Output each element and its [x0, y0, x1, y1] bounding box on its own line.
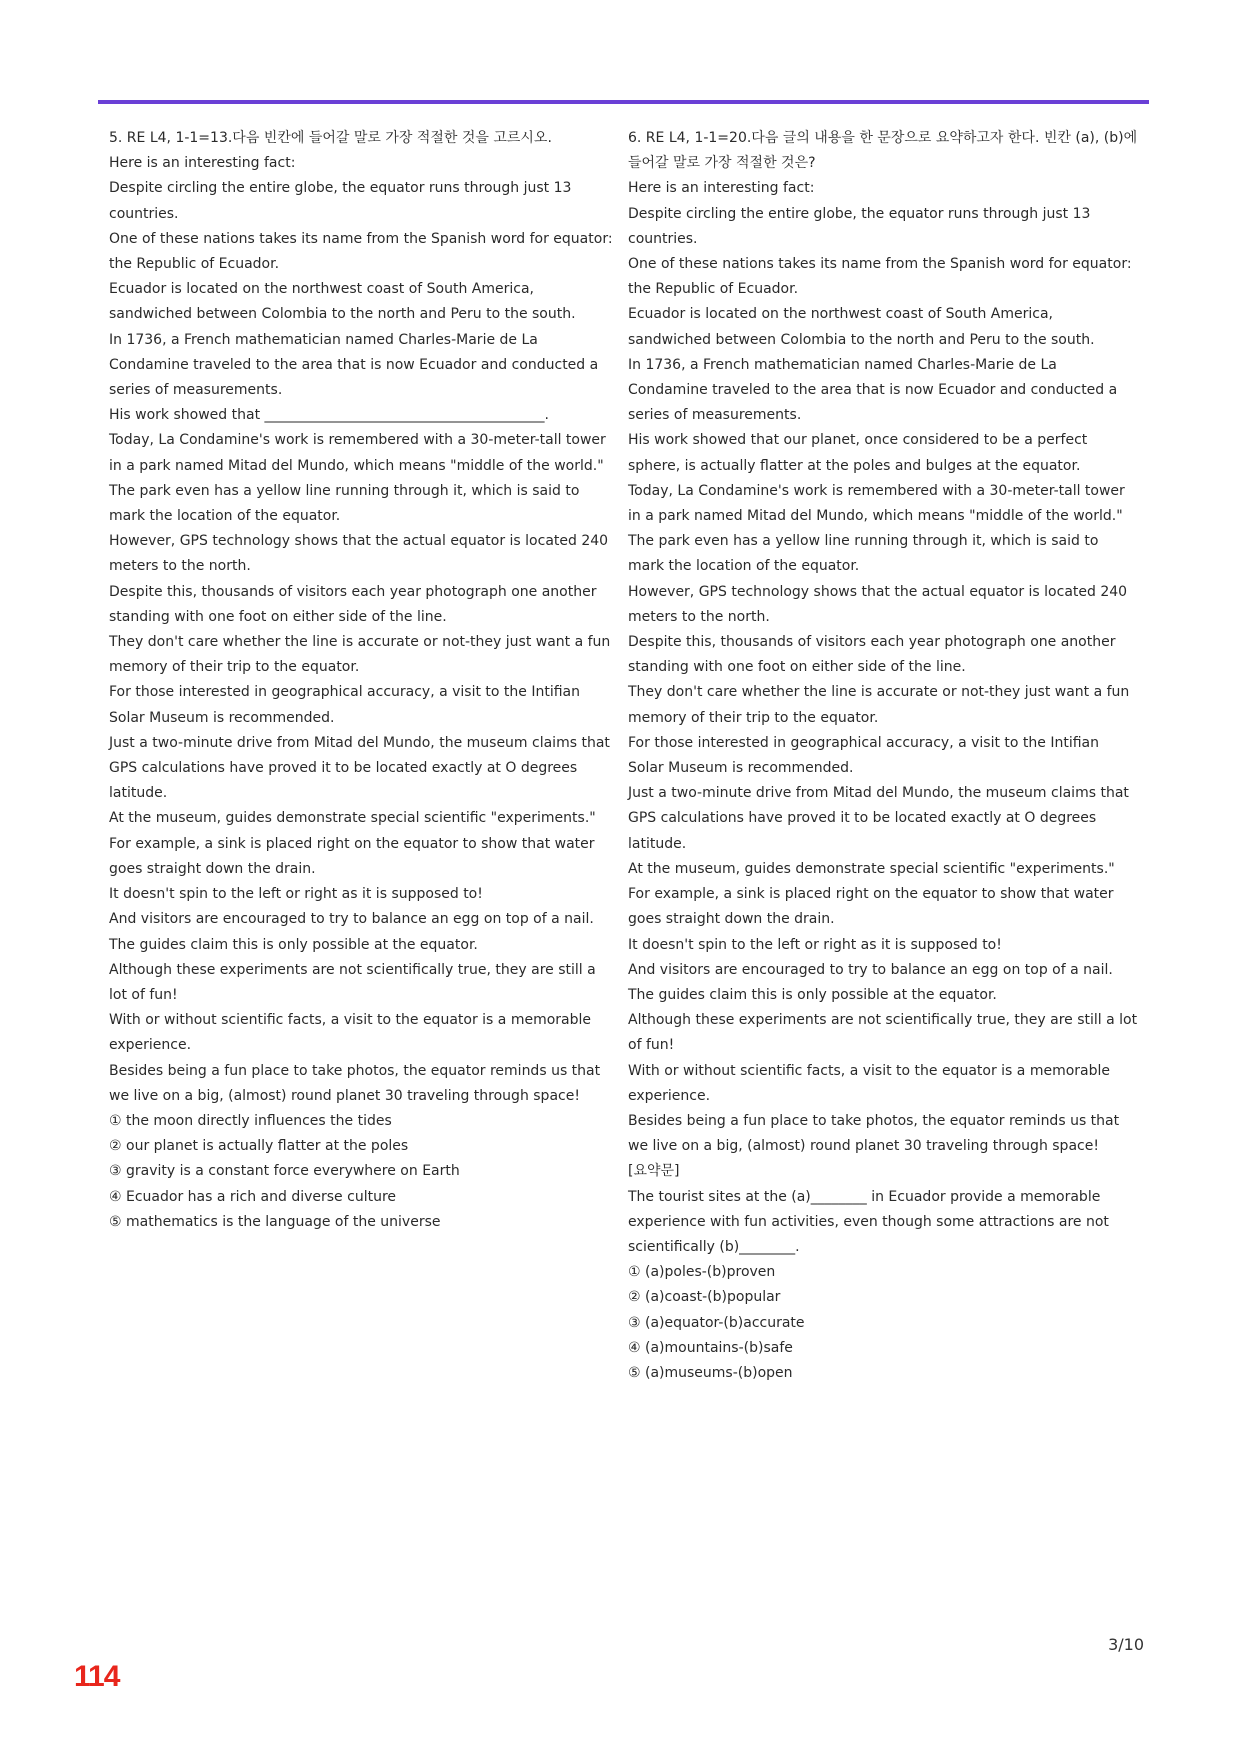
passage-line: At the museum, guides demonstrate special scientific "experiments.": [109, 810, 596, 827]
passage-line: With or without scientific facts, a visit to the equator is a memorable experience.: [109, 1012, 592, 1054]
question-header: 6. RE L4, 1-1=20.다음 글의 내용을 한 문장으로 요약하고자 한다. 빈칸 (a), (b)에 들어갈 말로 가장 적절한 것은?: [628, 130, 1138, 172]
answer-option: ④ Ecuador has a rich and diverse culture: [109, 1188, 397, 1205]
passage-line: Ecuador is located on the northwest coast of South America, sandwiched between Colombia to the north and Peru to the south.: [109, 281, 576, 323]
passage-line: Despite circling the entire globe, the equator runs through just 13 countries.: [109, 180, 572, 222]
answer-option: ⑤ mathematics is the language of the universe: [109, 1213, 441, 1230]
passage-line: Despite circling the entire globe, the equator runs through just 13 countries.: [628, 205, 1091, 247]
passage-line: They don't care whether the line is accurate or not-they just want a fun memory of their trip to the equator.: [628, 684, 1130, 726]
answer-option: ① (a)poles-(b)proven: [628, 1264, 776, 1281]
passage-line: And visitors are encouraged to try to balance an egg on top of a nail.: [628, 961, 1113, 978]
passage-line: His work showed that ________________________________________.: [109, 407, 549, 424]
passage-line: Here is an interesting fact:: [628, 180, 815, 197]
passage-line: The guides claim this is only possible at the equator.: [628, 986, 997, 1003]
passage-line: Despite this, thousands of visitors each year photograph one another standing with one foot on either side of the line.: [628, 634, 1116, 676]
passage-line: The guides claim this is only possible at the equator.: [109, 936, 478, 953]
passage-line: At the museum, guides demonstrate special scientific "experiments.": [628, 860, 1115, 877]
passage-line: It doesn't spin to the left or right as it is supposed to!: [109, 886, 483, 903]
passage-line: They don't care whether the line is accurate or not-they just want a fun memory of their trip to the equator.: [109, 634, 611, 676]
passage-line: For example, a sink is placed right on the equator to show that water goes straight down the drain.: [628, 886, 1114, 928]
answer-option: ③ gravity is a constant force everywhere on Earth: [109, 1163, 460, 1180]
passage-line: For example, a sink is placed right on the equator to show that water goes straight down the drain.: [109, 835, 595, 877]
passage-line: Just a two-minute drive from Mitad del Mundo, the museum claims that GPS calculations have proved it to be located exactly at O degrees latitude.: [109, 734, 610, 802]
passage-line: Here is an interesting fact:: [109, 155, 296, 172]
passage-line: However, GPS technology shows that the actual equator is located 240 meters to the north.: [628, 583, 1128, 625]
passage-line: The tourist sites at the (a)________ in Ecuador provide a memorable experience with fun activities, even though some attractions are not scientifically (b)________.: [628, 1188, 1109, 1255]
answer-options: [109, 1109, 613, 1235]
header-rule: [98, 100, 1149, 104]
passage-line: In 1736, a French mathematician named Charles-Marie de La Condamine traveled to the area that is now Ecuador and conducted a series of measurements.: [109, 331, 599, 399]
passage-line: However, GPS technology shows that the actual equator is located 240 meters to the north.: [109, 533, 609, 575]
question-5: [109, 126, 613, 1235]
passage: [109, 151, 613, 1109]
passage-line: His work showed that our planet, once considered to be a perfect sphere, is actually flatter at the poles and bulges at the equator.: [628, 432, 1088, 474]
answer-option: ④ (a)mountains-(b)safe: [628, 1339, 793, 1356]
passage-line: [요약문]: [628, 1163, 680, 1180]
answer-options: [628, 1260, 1138, 1386]
answer-option: ① the moon directly influences the tides: [109, 1112, 392, 1129]
book-page-number: 114: [74, 1660, 120, 1693]
question-header: 5. RE L4, 1-1=13.다음 빈칸에 들어갈 말로 가장 적절한 것을 고르시오.: [109, 130, 552, 146]
page-indicator: 3/10: [1108, 1635, 1144, 1654]
answer-option: ② our planet is actually flatter at the poles: [109, 1138, 409, 1155]
passage-line: The park even has a yellow line running through it, which is said to mark the location of the equator.: [628, 533, 1099, 575]
passage-line: The park even has a yellow line running through it, which is said to mark the location of the equator.: [109, 482, 580, 525]
passage-line: For those interested in geographical accuracy, a visit to the Intifian Solar Museum is recommended.: [109, 684, 581, 726]
answer-option: ⑤ (a)museums-(b)open: [628, 1364, 793, 1381]
passage-line: With or without scientific facts, a visit to the equator is a memorable experience.: [628, 1062, 1111, 1104]
passage-line: Besides being a fun place to take photos, the equator reminds us that we live on a big, (almost) round planet 30 traveling through space!: [628, 1112, 1120, 1155]
passage-line: Despite this, thousands of visitors each year photograph one another standing with one foot on either side of the line.: [109, 583, 597, 625]
passage-line: One of these nations takes its name from the Spanish word for equator: the Republic of Ecuador.: [628, 256, 1132, 298]
passage-line: In 1736, a French mathematician named Charles-Marie de La Condamine traveled to the area that is now Ecuador and conducted a series of measurements.: [628, 356, 1118, 424]
answer-option: ③ (a)equator-(b)accurate: [628, 1314, 805, 1331]
answer-option: ② (a)coast-(b)popular: [628, 1289, 781, 1306]
passage: [628, 176, 1138, 1260]
passage-line: One of these nations takes its name from the Spanish word for equator: the Republic of Ecuador.: [109, 230, 613, 273]
passage-line: Today, La Condamine's work is remembered with a 30-meter-tall tower in a park named Mitad del Mundo, which means "middle of the world.": [628, 482, 1125, 525]
question-6: [628, 126, 1138, 1386]
passage-line: Although these experiments are not scientifically true, they are still a lot of fun!: [109, 961, 596, 1003]
passage-line: Although these experiments are not scientifically true, they are still a lot of fun!: [628, 1012, 1138, 1054]
passage-line: Just a two-minute drive from Mitad del Mundo, the museum claims that GPS calculations have proved it to be located exactly at O degrees latitude.: [628, 785, 1129, 852]
passage-line: And visitors are encouraged to try to balance an egg on top of a nail.: [109, 911, 594, 928]
passage-line: Besides being a fun place to take photos, the equator reminds us that we live on a big, (almost) round planet 30 traveling through space!: [109, 1062, 601, 1104]
passage-line: For those interested in geographical accuracy, a visit to the Intifian Solar Museum is recommended.: [628, 734, 1100, 777]
passage-line: It doesn't spin to the left or right as it is supposed to!: [628, 936, 1002, 953]
passage-line: Ecuador is located on the northwest coast of South America, sandwiched between Colombia to the north and Peru to the south.: [628, 306, 1095, 348]
passage-line: Today, La Condamine's work is remembered with a 30-meter-tall tower in a park named Mitad del Mundo, which means "middle of the world.": [109, 432, 606, 474]
